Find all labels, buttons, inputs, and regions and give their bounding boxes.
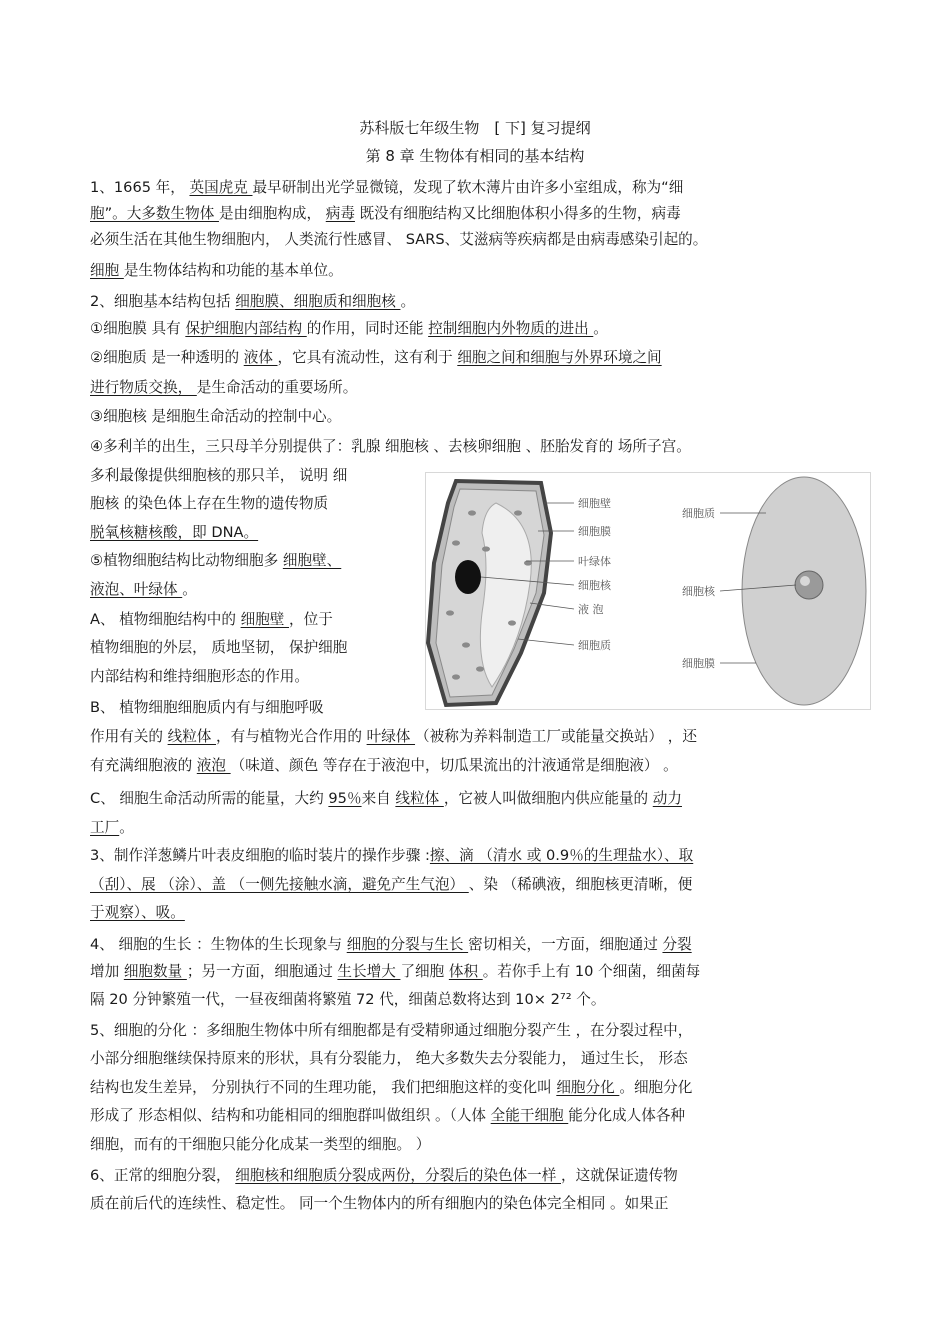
underlined-answer: 液泡 [196,757,231,774]
underlined-answer: 细胞分化 [556,1079,620,1096]
text-line [90,1021,692,1041]
text-segment: 是生命活动的重要场所。 [196,379,358,396]
text-line [90,667,309,687]
text-segment: ③细胞核 是细胞生命活动的控制中心。 [90,408,342,425]
text-line [90,523,258,543]
text-segment: A、 植物细胞结构中的 [90,611,241,628]
text-line [90,1106,685,1126]
underlined-answer: 液泡、叶绿体 [90,581,183,598]
text-segment: 胞核 的染色体上存在生物的遗传物质 [90,495,329,512]
text-line [90,437,691,457]
text-segment: ，这就保证遗传物 [561,1167,678,1184]
underlined-answer: 细胞 [90,262,124,279]
underlined-answer: 胞”。大多数生物体 [90,205,219,222]
text-segment: ，它具有流动性，这有利于 [277,349,458,366]
text-line [90,789,682,809]
text-line [90,610,333,630]
text-line [90,551,341,571]
text-line [90,319,608,339]
text-segment: 。 [182,581,197,598]
underlined-answer: （刮）、展 （涂）、盖 （一侧先接触水滴，避免产生气泡） [90,876,469,893]
text-line [90,727,697,747]
doc-title: 苏科版七年级生物 [ 下] 复习提纲 [359,119,591,137]
text-segment: 植物细胞的外层， 质地坚韧， 保护细胞 [90,639,348,656]
text-segment: 能分化成人体各种 [568,1107,686,1124]
cell-diagram [425,472,871,710]
text-line [90,756,678,776]
text-segment: 1、1665 年， [90,179,190,196]
text-line [90,1049,688,1069]
text-segment: 细胞，而有的干细胞只能分化成某一类型的细胞。 ） [90,1136,431,1153]
text-line [90,698,324,718]
text-segment: ④多利羊的出生，三只母羊分别提供了：乳腺 细胞核 、去核卵细胞 、胚胎发育的 场所子宫。 [90,438,691,455]
animal-label: 细胞质 [682,507,715,520]
plant-label: 细胞质 [578,639,611,652]
text-line [90,580,197,600]
text-segment: B、 植物细胞细胞质内有与细胞呼吸 [90,699,324,716]
text-line [90,875,692,895]
underlined-answer: 进行物质交换， [90,379,197,396]
text-segment: 内部结构和维持细胞形态的作用。 [90,668,309,685]
text-line [90,348,662,368]
text-segment: 。（人体 [434,1107,491,1124]
text-segment: 是由细胞构成， [218,205,326,222]
chapter-heading: 第 8 章 生物体有相同的基本结构 [365,147,585,165]
text-segment: C、 细胞生命活动所需的能量，大约 [90,790,329,807]
underlined-answer: 细胞之间和细胞与外界环境之间 [457,349,662,366]
cell-diagram-svg [426,473,870,709]
plant-label: 细胞核 [578,579,611,592]
text-segment: ，它被人叫做细胞内供应能量的 [443,790,653,807]
text-segment: ⑤植物细胞结构比动物细胞多 [90,552,283,569]
underlined-answer: 细胞的分裂与生长 [346,936,469,953]
text-segment: （被称为养料制造工厂或能量交换站） ，还 [415,728,697,745]
text-line [90,261,343,281]
animal-label: 细胞膜 [682,657,715,670]
text-segment: 隔 20 分钟繁殖一代，一昼夜细菌将繁殖 72 代，细菌总数将达到 10× 2⁷² 个。 [90,991,606,1008]
underlined-answer: 擦、滴 （清水 或 0.9％的生理盐水）、取 [429,847,694,864]
text-segment: 。 [593,320,608,337]
text-line [90,466,347,486]
text-segment: 既没有细胞结构又比细胞体积小得多的生物，病毒 [354,205,681,222]
underlined-answer: 细胞核和细胞质分裂成两份，分裂后的染色体一样 [235,1167,561,1184]
plant-cell [428,481,612,705]
underlined-answer: 生长增大 [337,963,401,980]
text-line [90,818,134,838]
underlined-answer: 细胞数量 [123,963,187,980]
underlined-answer: 体积 [448,963,483,980]
text-segment: 形成了 形态相似、结构和功能相同的细胞群叫做组织 [90,1107,435,1124]
underlined-answer: 叶绿体 [366,728,416,745]
text-line [90,638,347,658]
animal-label: 细胞核 [682,585,715,598]
text-segment: 。 [119,819,134,836]
text-line [90,903,185,923]
text-line [90,990,605,1010]
text-segment: 的作用，同时还能 [306,320,429,337]
text-segment: 作用有关的 [90,728,168,745]
text-segment: 结构也发生差异， 分别执行不同的生理功能， 我们把细胞这样的变化叫 [90,1079,557,1096]
underlined-answer: 线粒体 [395,790,444,807]
text-segment: 5、细胞的分化 ：多细胞生物体中所有细胞都是有受精卵通过细胞分裂产生 ，在分裂过程中， [90,1022,693,1039]
text-segment: ，位于 [289,611,333,628]
underlined-answer: 液体 [243,349,278,366]
text-line [90,494,328,514]
text-segment: 密切相关，一方面，细胞通过 [468,936,663,953]
text-line [90,378,357,398]
text-segment: ②细胞质 是一种透明的 [90,349,244,366]
text-segment: 3、制作洋葱鳞片叶表皮细胞的临时装片的操作步骤 : [90,847,430,864]
text-segment: （味道、颜色 等存在于液泡中，切瓜果流出的汁液通常是细胞液） 。 [230,757,678,774]
text-segment: 多利最像提供细胞核的那只羊， 说明 细 [90,467,348,484]
text-segment: 是生物体结构和功能的基本单位。 [123,262,343,279]
text-line [90,178,683,198]
underlined-answer: 分裂 [662,936,692,953]
text-line [90,1078,692,1098]
text-line [90,1194,668,1214]
text-segment: 质在前后代的连续性、稳定性。 同一个生物体内的所有细胞内的染色体完全相同 。如果正 [90,1195,669,1212]
underlined-answer: 于观察）、吸。 [90,904,185,921]
text-segment: ①细胞膜 具有 [90,320,186,337]
text-line [90,846,693,866]
text-line [90,1166,678,1186]
underlined-answer: 英国虎克 [189,179,253,196]
underlined-answer: 脱氧核糖核酸，即 DNA。 [90,524,259,541]
plant-label: 细胞壁 [578,497,611,510]
text-segment: 2、细胞基本结构包括 [90,293,236,310]
text-segment: 有充满细胞液的 [90,757,197,774]
text-segment: ，有与植物光合作用的 [216,728,367,745]
text-segment: 了细胞 [400,963,449,980]
underlined-answer: 控制细胞内外物质的进出 [428,320,594,337]
text-line [90,1135,430,1155]
underlined-answer: 保护细胞内部结构 [185,320,307,337]
text-line [90,962,700,982]
text-line [90,230,707,250]
underlined-answer: 细胞壁、 [282,552,342,569]
text-line [90,935,692,955]
text-segment: 6、正常的细胞分裂， [90,1167,236,1184]
plant-label: 叶绿体 [578,555,611,568]
text-line [90,204,681,224]
text-segment: 。若你手上有 10 个细菌，细菌每 [482,963,701,980]
text-segment: 4、 细胞的生长 ：生物体的生长现象与 [90,936,347,953]
text-line [90,292,415,312]
text-line [90,407,341,427]
underlined-answer: 细胞膜、细胞质和细胞核 [235,293,401,310]
underlined-answer: 全能干细胞 [490,1107,569,1124]
text-segment: 小部分细胞继续保持原来的形状，具有分裂能力， 绝大多数失去分裂能力， 通过生长， 形态 [90,1050,688,1067]
text-segment: ；另一方面，细胞通过 [186,963,338,980]
text-segment: 必须生活在其他生物细胞内， 人类流行性感冒、 SARS、艾滋病等疾病都是由病毒感染引起的。 [90,231,708,248]
plant-label: 液 泡 [578,603,604,616]
text-segment: 最早研制出光学显微镜，发现了软木薄片由许多小室组成，称为“细 [252,179,684,196]
underlined-answer: 病毒 [325,205,355,222]
animal-cell [682,477,866,705]
text-segment: 来自 [361,790,396,807]
underlined-answer: 线粒体 [167,728,217,745]
text-segment: 增加 [90,963,124,980]
underlined-answer: 工厂 [90,819,120,836]
underlined-answer: 95％ [328,790,362,807]
underlined-answer: 动力 [652,790,682,807]
text-segment: 。 [400,293,416,310]
underlined-answer: 细胞壁 [240,611,290,628]
text-segment: 。细胞分化 [619,1079,693,1096]
plant-label: 细胞膜 [578,525,611,538]
text-segment: 、染 （稀碘液，细胞核更清晰，便 [468,876,693,893]
